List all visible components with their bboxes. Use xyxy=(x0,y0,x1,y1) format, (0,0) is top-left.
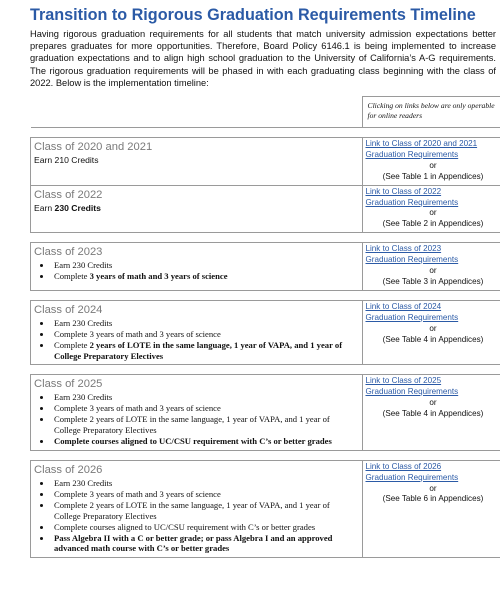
class-heading: Class of 2024 xyxy=(34,303,103,316)
class-heading: Class of 2026 xyxy=(34,463,103,476)
list-item: • Complete 3 years of math and 3 years of science xyxy=(52,403,359,414)
link-cell xyxy=(362,243,500,291)
link-cell xyxy=(362,138,500,186)
class-cell xyxy=(31,243,363,291)
class-heading: Class of 2025 xyxy=(34,378,103,391)
requirement-text: Earn 230 Credits xyxy=(34,202,101,213)
class-cell xyxy=(31,460,363,557)
online-note-cell xyxy=(362,97,500,128)
class-cell xyxy=(31,138,363,186)
table-row xyxy=(31,300,500,364)
list-item: • Complete 3 years of math and 3 years of science xyxy=(52,271,359,282)
link-cell xyxy=(362,375,500,450)
class-2026-link[interactable]: Link to Class of 2026 Graduation Requirements xyxy=(365,461,459,482)
class-2023-link[interactable]: Link to Class of 2023 Graduation Requirements xyxy=(365,244,459,265)
requirement-text: Earn 210 Credits xyxy=(34,155,99,166)
class-2025-link[interactable]: Link to Class of 2025 Graduation Requirements xyxy=(365,376,459,397)
intro-paragraph: Having rigorous graduation requirements for all students that match university admission expectations better prepares graduates for more opportunities. Therefore, Board Policy 6146.1 is being implemented to increase graduation expectations and to align high school graduation to the University of California’s A-G requirements. The rigorous graduation requirements will be phased in with each graduating class beginning with the class of 2022. Below is the implementation timeline: xyxy=(30,29,496,88)
list-item: • Complete 2 years of LOTE in the same language, 1 year of VAPA, and 1 year of College Preparatory Electives xyxy=(52,414,359,435)
list-item: • Complete courses aligned to UC/CSU requirement with C’s or better grades xyxy=(52,436,359,447)
online-note: Clicking on links below are only operable for online readers xyxy=(367,101,495,120)
see-table-note: (See Table 4 in Appendices) xyxy=(382,334,484,344)
list-item: • Earn 230 Credits xyxy=(52,478,359,489)
class-cell xyxy=(31,375,363,450)
table-row xyxy=(31,460,500,557)
requirement-list xyxy=(34,318,359,361)
or-label: or xyxy=(429,323,437,333)
link-cell xyxy=(362,185,500,233)
class-heading: Class of 2022 xyxy=(34,188,103,201)
class-heading: Class of 2023 xyxy=(34,246,103,259)
or-label: or xyxy=(429,266,437,276)
table-row xyxy=(31,243,500,291)
see-table-note: (See Table 6 in Appendices) xyxy=(382,494,484,504)
table-row xyxy=(31,185,500,233)
list-item: • Complete 2 years of LOTE in the same language, 1 year of VAPA, and 1 year of College Preparatory Electives xyxy=(52,500,359,521)
link-cell xyxy=(362,300,500,364)
timeline-table xyxy=(30,96,500,558)
class-2024-link[interactable]: Link to Class of 2024 Graduation Requirements xyxy=(365,301,459,322)
table-row xyxy=(31,375,500,450)
or-label: or xyxy=(429,208,437,218)
table-header-row xyxy=(31,97,500,128)
requirement-list xyxy=(34,478,359,554)
table-row xyxy=(31,138,500,186)
list-item: • Complete 3 years of math and 3 years of science xyxy=(52,329,359,340)
class-2022-link[interactable]: Link to Class of 2022 Graduation Requirements xyxy=(365,186,459,207)
or-label: or xyxy=(429,160,437,170)
class-2020-2021-link[interactable]: Link to Class of 2020 and 2021 Graduation Requirements xyxy=(365,139,478,159)
see-table-note: (See Table 1 in Appendices) xyxy=(382,171,484,181)
list-item: • Earn 230 Credits xyxy=(52,318,359,329)
see-table-note: (See Table 3 in Appendices) xyxy=(382,276,484,286)
class-heading: Class of 2020 and 2021 xyxy=(34,141,153,154)
requirement-list xyxy=(34,392,359,446)
or-label: or xyxy=(429,398,437,408)
class-cell xyxy=(31,185,363,233)
list-item: • Earn 230 Credits xyxy=(52,392,359,403)
or-label: or xyxy=(429,483,437,493)
see-table-note: (See Table 4 in Appendices) xyxy=(382,408,484,418)
document-title: Transition to Rigorous Graduation Requirements Timeline xyxy=(30,6,476,24)
list-item: • Pass Algebra II with a C or better grade; or pass Algebra I and an approved advanced math course with C’s or better grades xyxy=(52,533,359,554)
requirement-list xyxy=(34,260,359,282)
link-cell xyxy=(362,460,500,557)
list-item: • Complete 2 years of LOTE in the same language, 1 year of VAPA, and 1 year of College Preparatory Electives xyxy=(52,340,359,361)
see-table-note: (See Table 2 in Appendices) xyxy=(382,219,484,229)
class-cell xyxy=(31,300,363,364)
list-item: • Complete 3 years of math and 3 years of science xyxy=(52,489,359,500)
list-item: • Complete courses aligned to UC/CSU requirement with C’s or better grades xyxy=(52,522,359,533)
header-empty-cell xyxy=(31,97,363,128)
list-item: • Earn 230 Credits xyxy=(52,260,359,271)
